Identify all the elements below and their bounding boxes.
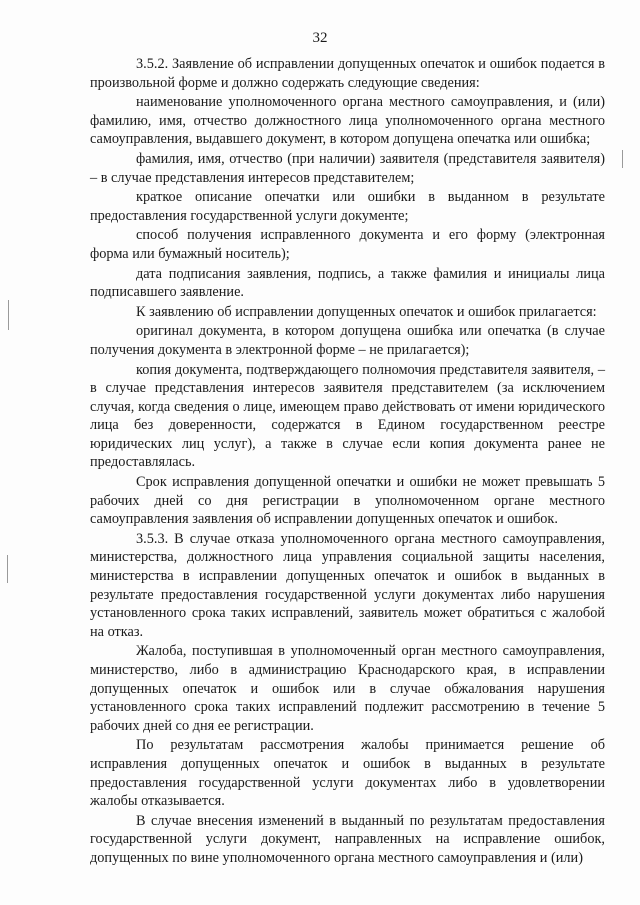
paragraph-3-5-3: 3.5.3. В случае отказа уполномоченного органа местного самоуправления, министерства, должностного лица управления социальной защиты населения, министерства в исправлении допущенных опечаток и ошибок в выданных в результате предоставления государственной услуги документах либо нарушения установленного срока таких исправлений, заявитель может обратиться с жалобой на отказ.: [90, 530, 605, 640]
paragraph-complaint-result: По результатам рассмотрения жалобы принимается решение об исправления допущенных опечаток и ошибок в выданных в результате предоставления государственной услуги документах либо в удовлетворении жалобы отказывается.: [90, 737, 605, 810]
document-body: [90, 55, 605, 869]
list-item-delivery-method: способ получения исправленного документа и его форму (электронная форма или бумажный носитель);: [90, 227, 605, 262]
scan-mark: [622, 150, 623, 168]
list-item-signature-date: дата подписания заявления, подпись, а также фамилия и инициалы лица подписавшего заявление.: [90, 265, 605, 301]
scan-mark: [7, 555, 8, 583]
page-number: 32: [312, 30, 328, 46]
paragraph-changes: В случае внесения изменений в выданный по результатам предоставления государственной услуги документ, направленных на исправление ошибок, допущенных по вине уполномоченного органа местного самоуправления и (или): [90, 812, 605, 866]
list-item-authority-copy: копия документа, подтверждающего полномочия представителя заявителя, – в случае представления интересов заявителя представителем (за исключением случая, когда сведения о лице, имеющем право действовать от имени юридического лица без доверенности, содержатся в Едином государственном реестре юридических лиц услуг), а также в случае если копия документа ранее не предоставлялась.: [90, 361, 605, 471]
paragraph-attachments: К заявлению об исправлении допущенных опечаток и ошибок прилагается:: [136, 303, 597, 320]
paragraph-3-5-2: 3.5.2. Заявление об исправлении допущенных опечаток и ошибок подается в произвольной форме и должно содержать следующие сведения:: [90, 56, 605, 91]
list-item-error-description: краткое описание опечатки или ошибки в выданном в результате предоставления государственной услуги документе;: [90, 189, 605, 224]
list-item-applicant-name: фамилия, имя, отчество (при наличии) заявителя (представителя заявителя) – в случае представления интересов представителем;: [90, 150, 605, 186]
paragraph-complaint: Жалоба, поступившая в уполномоченный орган местного самоуправления, министерство, либо в администрацию Краснодарского края, в исправлении допущенных опечаток и ошибок или в случае обжалования нарушения установленного срока таких исправлений подлежит рассмотрению в течение 5 рабочих дней со дня ее регистрации.: [90, 643, 605, 734]
list-item-authority-name: наименование уполномоченного органа местного самоуправления, и (или) фамилию, имя, отчество должностного лица уполномоченного органа местного самоуправления, выдавшего документ, в котором допущена опечатка или ошибка;: [90, 94, 605, 148]
paragraph-correction-term: Срок исправления допущенной опечатки и ошибки не может превышать 5 рабочих дней со дня регистрации в уполномоченном органе местного самоуправления заявления об исправлении допущенных опечаток и ошибок.: [90, 474, 605, 528]
list-item-original-document: оригинал документа, в котором допущена ошибка или опечатка (в случае получения документа в электронной форме – не прилагается);: [90, 323, 605, 358]
scan-mark: [8, 300, 9, 330]
